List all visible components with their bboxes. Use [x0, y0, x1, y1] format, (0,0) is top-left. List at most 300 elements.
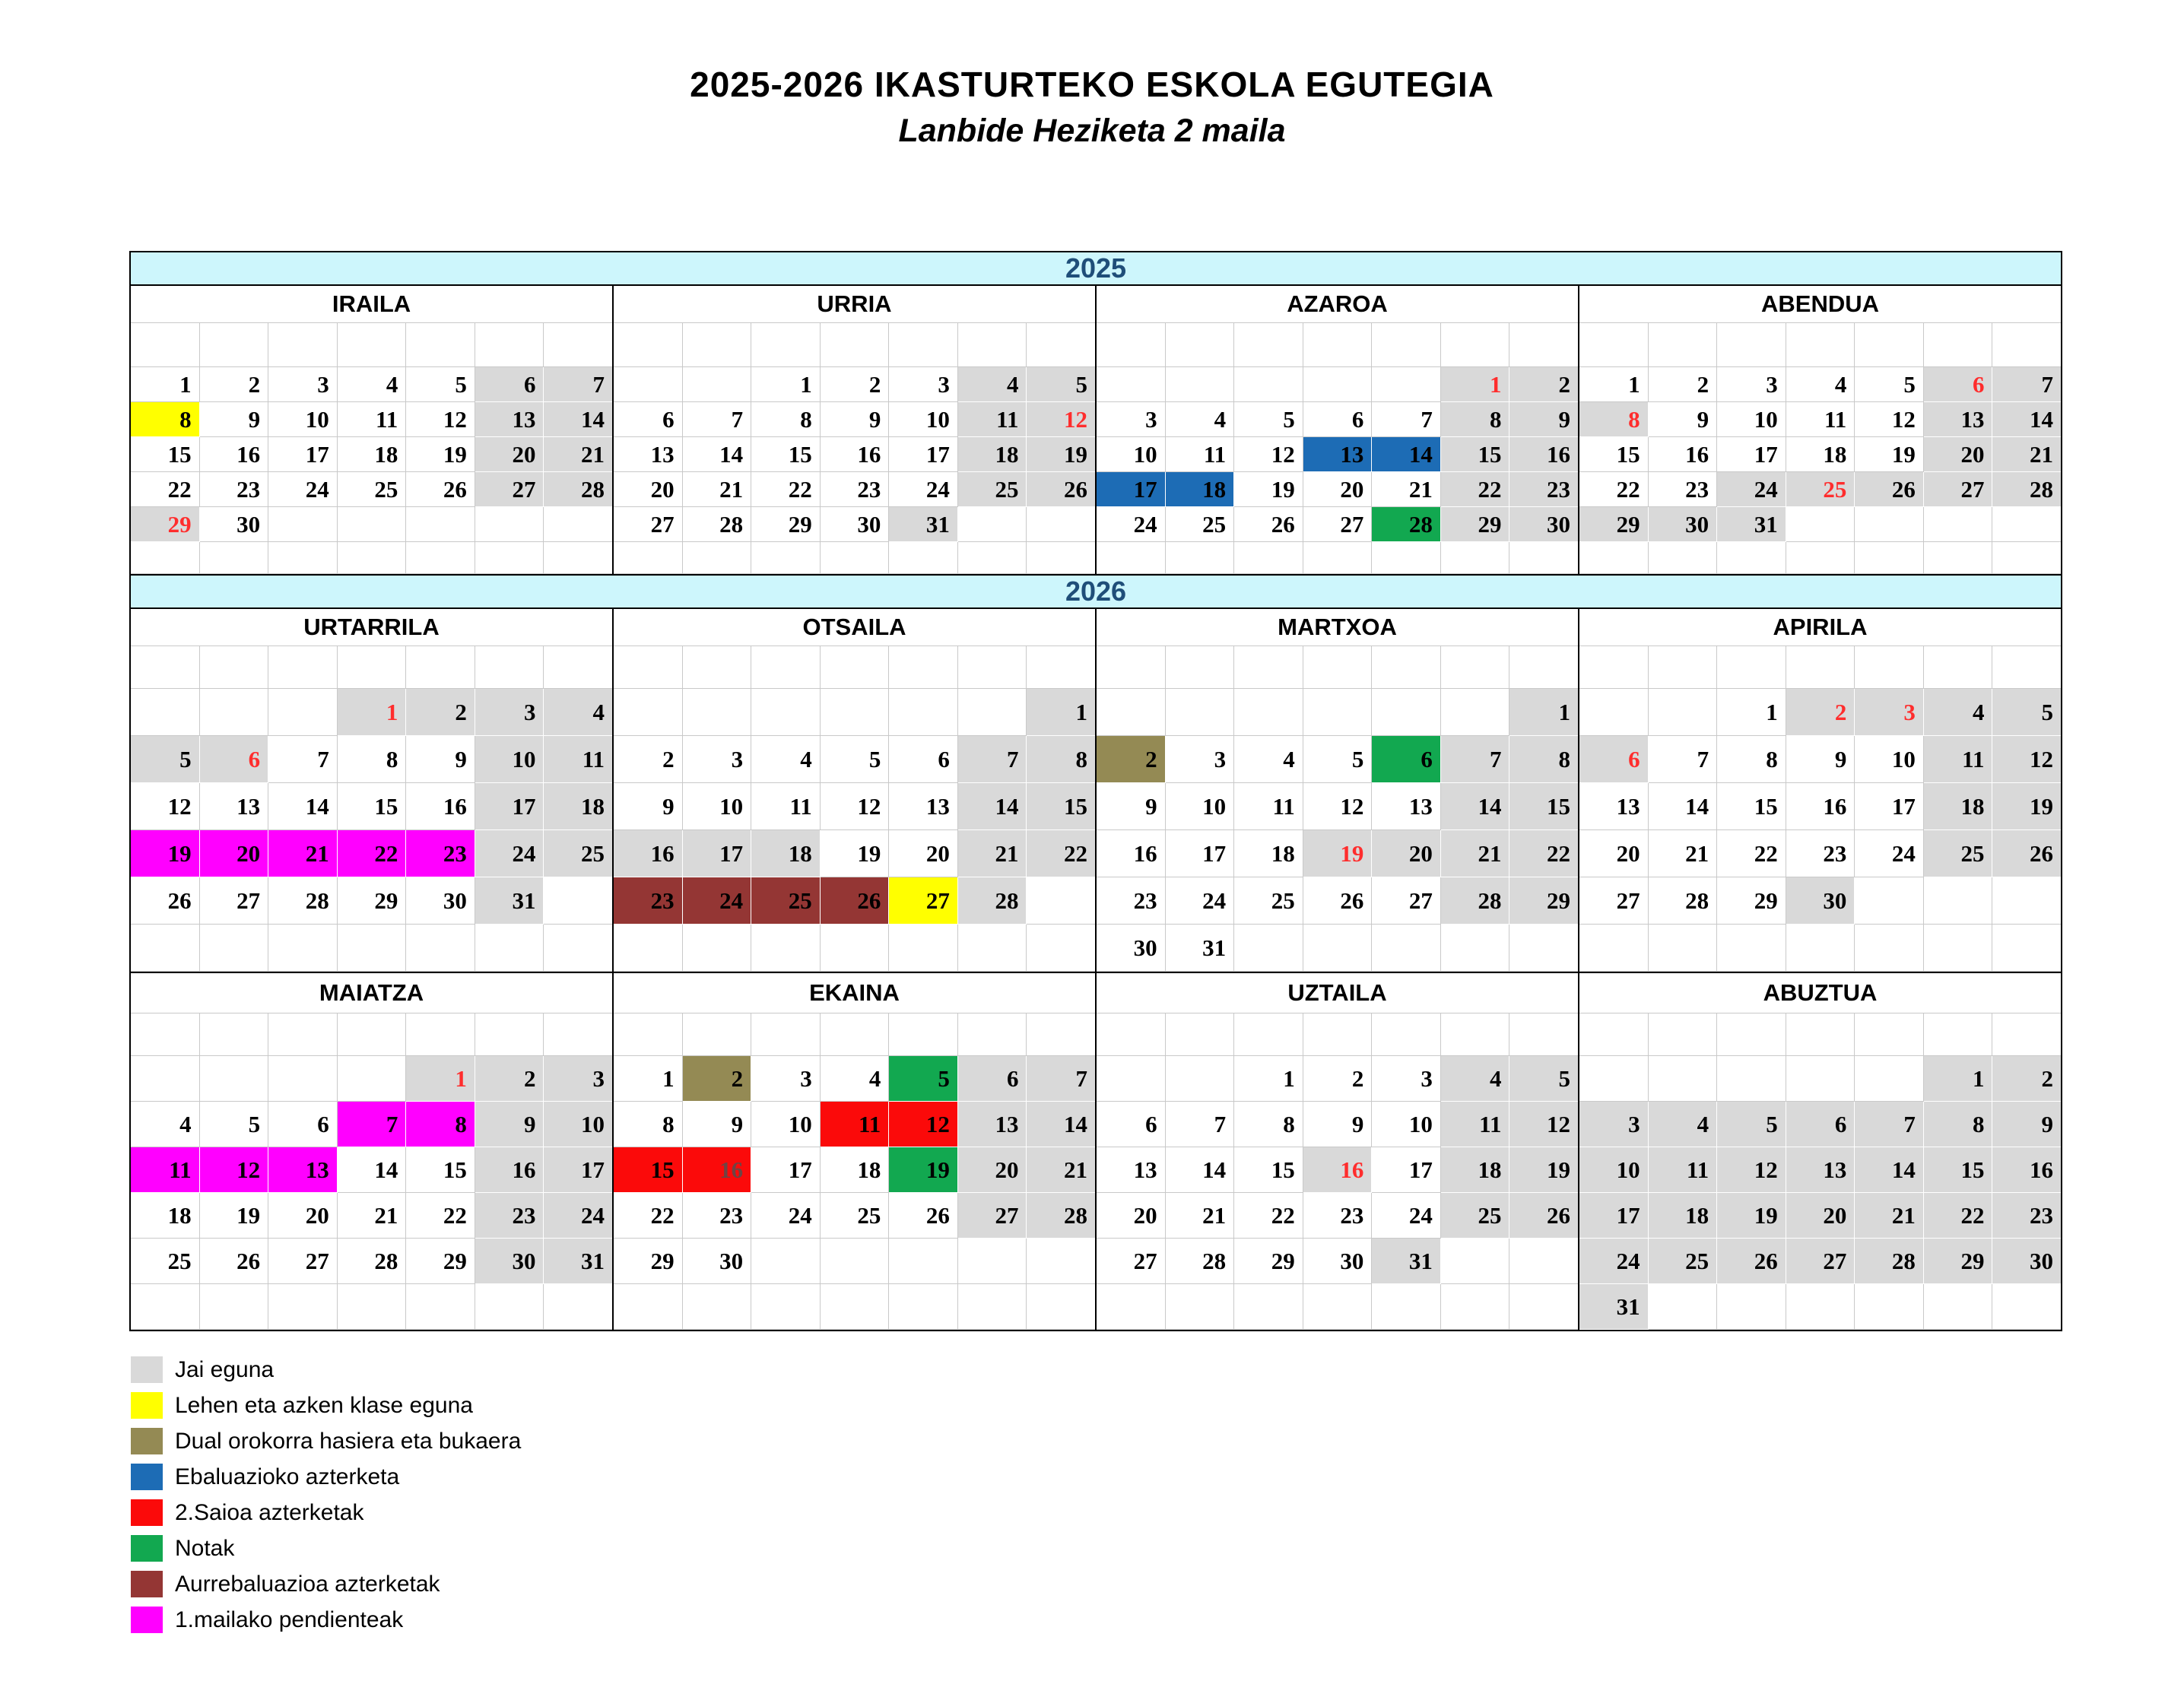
- day-cell: 24: [889, 472, 958, 507]
- day-cell: [1441, 323, 1510, 367]
- day-cell: 9: [475, 1102, 544, 1147]
- day-cell: [1855, 507, 1924, 542]
- calendar-table: [129, 251, 2062, 1331]
- day-cell: 26: [821, 877, 890, 925]
- day-cell: 24: [544, 1193, 612, 1239]
- week-row: [1097, 783, 1578, 830]
- day-cell: 4: [1649, 1102, 1718, 1147]
- day-cell: 9: [406, 736, 475, 783]
- day-cell: [1509, 925, 1578, 972]
- day-cell: [1786, 507, 1855, 542]
- day-cell: 24: [1579, 1239, 1649, 1284]
- day-cell: [338, 1284, 407, 1330]
- day-cell: 24: [268, 472, 338, 507]
- day-cell: 17: [1166, 830, 1235, 877]
- day-cell: [1027, 507, 1095, 542]
- day-cell: 16: [406, 783, 475, 830]
- day-cell: 31: [1166, 925, 1235, 972]
- day-cell: [131, 689, 200, 736]
- week-row: [1579, 472, 2061, 507]
- day-cell: 19: [131, 830, 200, 877]
- legend-label: Notak: [175, 1535, 235, 1561]
- day-cell: [1372, 542, 1441, 574]
- week-row: [1579, 1239, 2061, 1284]
- day-cell: 1: [614, 1056, 683, 1102]
- day-cell: 21: [1992, 437, 2061, 472]
- day-cell: 15: [131, 437, 200, 472]
- day-cell: 1: [131, 367, 200, 402]
- day-cell: 28: [958, 877, 1027, 925]
- day-cell: [683, 542, 752, 574]
- day-cell: [1027, 646, 1095, 689]
- day-cell: [406, 1013, 475, 1056]
- day-cell: 22: [751, 472, 821, 507]
- day-cell: 6: [1786, 1102, 1855, 1147]
- day-cell: 8: [1924, 1102, 1993, 1147]
- day-cell: 5: [200, 1102, 269, 1147]
- day-cell: [1509, 1013, 1578, 1056]
- day-cell: 21: [1441, 830, 1510, 877]
- day-cell: [1441, 542, 1510, 574]
- week-row: [614, 472, 1095, 507]
- day-cell: 17: [889, 437, 958, 472]
- day-cell: 26: [406, 472, 475, 507]
- day-cell: 10: [475, 736, 544, 783]
- day-cell: 4: [751, 736, 821, 783]
- day-cell: 31: [475, 877, 544, 925]
- day-cell: [889, 1013, 958, 1056]
- day-cell: [475, 1284, 544, 1330]
- day-cell: 30: [1097, 925, 1166, 972]
- day-cell: 14: [1166, 1147, 1235, 1193]
- day-cell: [1509, 646, 1578, 689]
- week-row: [614, 1239, 1095, 1284]
- day-cell: [338, 507, 407, 542]
- month-title: EKAINA: [614, 973, 1095, 1013]
- day-cell: [683, 1013, 752, 1056]
- day-cell: 27: [1786, 1239, 1855, 1284]
- day-cell: 24: [1372, 1193, 1441, 1239]
- day-cell: [1649, 1013, 1718, 1056]
- day-cell: 8: [751, 402, 821, 437]
- day-cell: 2: [683, 1056, 752, 1102]
- day-cell: 13: [1372, 783, 1441, 830]
- day-cell: 21: [544, 437, 612, 472]
- day-cell: [1924, 323, 1993, 367]
- month-title: ABENDUA: [1579, 286, 2061, 323]
- day-cell: [958, 646, 1027, 689]
- day-cell: [475, 507, 544, 542]
- day-cell: 3: [1717, 367, 1786, 402]
- day-cell: 20: [1372, 830, 1441, 877]
- day-cell: [1855, 542, 1924, 574]
- day-cell: [406, 542, 475, 574]
- day-cell: 20: [1786, 1193, 1855, 1239]
- week-row: [131, 472, 612, 507]
- day-cell: 20: [889, 830, 958, 877]
- title-block: [0, 64, 2184, 150]
- day-cell: 10: [544, 1102, 612, 1147]
- day-cell: [614, 323, 683, 367]
- month-uztaila: [1097, 973, 1579, 1330]
- day-cell: [1855, 1056, 1924, 1102]
- day-cell: 11: [1786, 402, 1855, 437]
- week-row: [614, 507, 1095, 542]
- day-cell: 26: [1855, 472, 1924, 507]
- day-cell: [1372, 925, 1441, 972]
- day-cell: [131, 542, 200, 574]
- day-cell: [1234, 542, 1303, 574]
- day-cell: [200, 646, 269, 689]
- day-cell: [1166, 1013, 1235, 1056]
- day-cell: 10: [889, 402, 958, 437]
- day-cell: 25: [1441, 1193, 1510, 1239]
- day-cell: 19: [1509, 1147, 1578, 1193]
- day-cell: [1717, 1284, 1786, 1330]
- weekday-header-row: [131, 1013, 612, 1056]
- day-cell: 6: [1303, 402, 1373, 437]
- day-cell: [1372, 646, 1441, 689]
- day-cell: [889, 689, 958, 736]
- day-cell: [131, 1284, 200, 1330]
- day-cell: 25: [338, 472, 407, 507]
- day-cell: [821, 1013, 890, 1056]
- day-cell: [1786, 323, 1855, 367]
- day-cell: 4: [544, 689, 612, 736]
- day-cell: [544, 1284, 612, 1330]
- day-cell: 19: [1303, 830, 1373, 877]
- day-cell: 19: [1992, 783, 2061, 830]
- day-cell: [406, 925, 475, 972]
- weekday-header-row: [131, 323, 612, 367]
- day-cell: 28: [683, 507, 752, 542]
- day-cell: 7: [1441, 736, 1510, 783]
- day-cell: 7: [338, 1102, 407, 1147]
- day-cell: 23: [1097, 877, 1166, 925]
- day-cell: 7: [544, 367, 612, 402]
- legend-swatch-red: [131, 1499, 163, 1526]
- day-cell: 13: [1097, 1147, 1166, 1193]
- day-cell: 16: [683, 1147, 752, 1193]
- day-cell: [958, 323, 1027, 367]
- week-row: [1579, 367, 2061, 402]
- day-cell: 30: [406, 877, 475, 925]
- day-cell: 3: [1166, 736, 1235, 783]
- day-cell: 2: [1649, 367, 1718, 402]
- week-row: [131, 925, 612, 972]
- day-cell: [614, 1284, 683, 1330]
- week-row: [614, 1147, 1095, 1193]
- weekday-header-row: [1097, 323, 1578, 367]
- day-cell: 6: [1924, 367, 1993, 402]
- blank-row: [131, 542, 612, 574]
- day-cell: 15: [338, 783, 407, 830]
- week-row: [1097, 736, 1578, 783]
- day-cell: [1924, 542, 1993, 574]
- day-cell: 27: [1924, 472, 1993, 507]
- day-cell: 15: [1579, 437, 1649, 472]
- day-cell: 10: [1579, 1147, 1649, 1193]
- day-cell: 17: [1717, 437, 1786, 472]
- day-cell: 5: [1027, 367, 1095, 402]
- day-cell: 18: [1924, 783, 1993, 830]
- legend-swatch-brown: [131, 1571, 163, 1597]
- day-cell: 25: [958, 472, 1027, 507]
- day-cell: [1924, 925, 1993, 972]
- day-cell: [1649, 1056, 1718, 1102]
- day-cell: [821, 1239, 890, 1284]
- month-row: [131, 286, 2061, 574]
- day-cell: 5: [406, 367, 475, 402]
- day-cell: [200, 1056, 269, 1102]
- day-cell: [1992, 646, 2061, 689]
- day-cell: 2: [614, 736, 683, 783]
- day-cell: 28: [338, 1239, 407, 1284]
- month-apirila: [1579, 609, 2061, 972]
- day-cell: 2: [1992, 1056, 2061, 1102]
- legend-row: [131, 1352, 521, 1388]
- day-cell: 17: [268, 437, 338, 472]
- weekday-header-row: [1579, 323, 2061, 367]
- day-cell: [475, 542, 544, 574]
- day-cell: 29: [338, 877, 407, 925]
- day-cell: 24: [1097, 507, 1166, 542]
- day-cell: [1097, 367, 1166, 402]
- day-cell: 7: [1372, 402, 1441, 437]
- day-cell: 4: [1924, 689, 1993, 736]
- legend-swatch-magenta: [131, 1607, 163, 1633]
- day-cell: 14: [1992, 402, 2061, 437]
- day-cell: 13: [889, 783, 958, 830]
- week-row: [1097, 1284, 1578, 1330]
- day-cell: 31: [889, 507, 958, 542]
- day-cell: [1234, 367, 1303, 402]
- day-cell: [1992, 877, 2061, 925]
- day-cell: [1097, 1056, 1166, 1102]
- day-cell: [338, 925, 407, 972]
- day-cell: 23: [683, 1193, 752, 1239]
- day-cell: [751, 1284, 821, 1330]
- day-cell: 1: [1234, 1056, 1303, 1102]
- week-row: [131, 877, 612, 925]
- day-cell: [475, 1013, 544, 1056]
- day-cell: 12: [1027, 402, 1095, 437]
- day-cell: 7: [1992, 367, 2061, 402]
- day-cell: 16: [1786, 783, 1855, 830]
- day-cell: [821, 1284, 890, 1330]
- day-cell: 12: [1509, 1102, 1578, 1147]
- day-cell: [1234, 1013, 1303, 1056]
- month-title: UZTAILA: [1097, 973, 1578, 1013]
- week-row: [131, 507, 612, 542]
- day-cell: 4: [958, 367, 1027, 402]
- blank-row: [614, 542, 1095, 574]
- day-cell: 19: [1234, 472, 1303, 507]
- day-cell: 8: [614, 1102, 683, 1147]
- week-row: [614, 783, 1095, 830]
- day-cell: [1166, 1056, 1235, 1102]
- day-cell: 23: [614, 877, 683, 925]
- legend: [131, 1352, 521, 1638]
- day-cell: 14: [1649, 783, 1718, 830]
- day-cell: [200, 1284, 269, 1330]
- day-cell: 15: [1234, 1147, 1303, 1193]
- day-cell: [1855, 925, 1924, 972]
- day-cell: [1579, 323, 1649, 367]
- legend-label: Ebaluazioko azterketa: [175, 1464, 400, 1489]
- day-cell: 25: [821, 1193, 890, 1239]
- week-row: [131, 402, 612, 437]
- day-cell: [751, 925, 821, 972]
- day-cell: 20: [1924, 437, 1993, 472]
- day-cell: 9: [200, 402, 269, 437]
- day-cell: 30: [475, 1239, 544, 1284]
- day-cell: 17: [544, 1147, 612, 1193]
- day-cell: 11: [1166, 437, 1235, 472]
- day-cell: 6: [889, 736, 958, 783]
- day-cell: 18: [751, 830, 821, 877]
- page-subtitle: Lanbide Heziketa 2 maila: [898, 113, 1286, 149]
- day-cell: 26: [131, 877, 200, 925]
- day-cell: 8: [1234, 1102, 1303, 1147]
- day-cell: 25: [131, 1239, 200, 1284]
- day-cell: 2: [1509, 367, 1578, 402]
- week-row: [1097, 925, 1578, 972]
- day-cell: 28: [1649, 877, 1718, 925]
- day-cell: 7: [1649, 736, 1718, 783]
- day-cell: 21: [338, 1193, 407, 1239]
- day-cell: 20: [614, 472, 683, 507]
- day-cell: [1234, 689, 1303, 736]
- day-cell: 24: [683, 877, 752, 925]
- day-cell: 21: [1649, 830, 1718, 877]
- day-cell: [1303, 1013, 1373, 1056]
- week-row: [1097, 1239, 1578, 1284]
- day-cell: 17: [751, 1147, 821, 1193]
- month-title: APIRILA: [1579, 609, 2061, 646]
- day-cell: [338, 542, 407, 574]
- day-cell: 3: [889, 367, 958, 402]
- day-cell: 29: [1509, 877, 1578, 925]
- day-cell: 6: [200, 736, 269, 783]
- day-cell: 22: [1509, 830, 1578, 877]
- month-title: AZAROA: [1097, 286, 1578, 323]
- day-cell: 23: [1992, 1193, 2061, 1239]
- day-cell: [614, 689, 683, 736]
- week-row: [1579, 1147, 2061, 1193]
- day-cell: 29: [1924, 1239, 1993, 1284]
- day-cell: [1786, 1056, 1855, 1102]
- day-cell: 23: [1509, 472, 1578, 507]
- day-cell: 25: [1649, 1239, 1718, 1284]
- day-cell: 6: [614, 402, 683, 437]
- day-cell: 10: [683, 783, 752, 830]
- day-cell: 7: [683, 402, 752, 437]
- day-cell: 9: [1303, 1102, 1373, 1147]
- day-cell: 3: [475, 689, 544, 736]
- day-cell: [889, 542, 958, 574]
- week-row: [614, 402, 1095, 437]
- day-cell: [1579, 925, 1649, 972]
- day-cell: [1649, 542, 1718, 574]
- day-cell: 6: [475, 367, 544, 402]
- day-cell: 28: [1372, 507, 1441, 542]
- blank-row: [1097, 542, 1578, 574]
- day-cell: 13: [1786, 1147, 1855, 1193]
- day-cell: [475, 925, 544, 972]
- day-cell: 15: [1717, 783, 1786, 830]
- day-cell: 25: [1234, 877, 1303, 925]
- day-cell: 12: [1303, 783, 1373, 830]
- day-cell: 24: [1166, 877, 1235, 925]
- day-cell: 10: [1372, 1102, 1441, 1147]
- day-cell: [1717, 323, 1786, 367]
- day-cell: 2: [1303, 1056, 1373, 1102]
- day-cell: [1303, 646, 1373, 689]
- day-cell: 4: [1786, 367, 1855, 402]
- day-cell: [1166, 1284, 1235, 1330]
- legend-row: [131, 1530, 521, 1566]
- day-cell: [475, 323, 544, 367]
- day-cell: 9: [1509, 402, 1578, 437]
- day-cell: 1: [1924, 1056, 1993, 1102]
- day-cell: 22: [131, 472, 200, 507]
- day-cell: [1649, 925, 1718, 972]
- day-cell: 14: [1441, 783, 1510, 830]
- week-row: [131, 1239, 612, 1284]
- day-cell: [889, 925, 958, 972]
- day-cell: 5: [821, 736, 890, 783]
- day-cell: [614, 646, 683, 689]
- day-cell: 17: [1097, 472, 1166, 507]
- week-row: [1579, 783, 2061, 830]
- day-cell: 31: [1717, 507, 1786, 542]
- day-cell: [1649, 1284, 1718, 1330]
- day-cell: [1992, 507, 2061, 542]
- day-cell: 17: [1372, 1147, 1441, 1193]
- day-cell: [1027, 323, 1095, 367]
- day-cell: [1649, 689, 1718, 736]
- day-cell: [268, 1056, 338, 1102]
- day-cell: [406, 1284, 475, 1330]
- week-row: [1097, 1056, 1578, 1102]
- day-cell: 24: [751, 1193, 821, 1239]
- day-cell: [268, 542, 338, 574]
- day-cell: [1027, 877, 1095, 925]
- day-cell: 6: [958, 1056, 1027, 1102]
- day-cell: [268, 1284, 338, 1330]
- week-row: [614, 736, 1095, 783]
- day-cell: 29: [131, 507, 200, 542]
- day-cell: [1649, 646, 1718, 689]
- day-cell: [1649, 323, 1718, 367]
- day-cell: 1: [1579, 367, 1649, 402]
- day-cell: 26: [1027, 472, 1095, 507]
- day-cell: [614, 367, 683, 402]
- week-row: [1579, 507, 2061, 542]
- day-cell: [268, 646, 338, 689]
- day-cell: 28: [1855, 1239, 1924, 1284]
- week-row: [1579, 1102, 2061, 1147]
- day-cell: 25: [544, 830, 612, 877]
- day-cell: [751, 1013, 821, 1056]
- day-cell: 8: [1509, 736, 1578, 783]
- day-cell: [131, 323, 200, 367]
- day-cell: 29: [614, 1239, 683, 1284]
- week-row: [131, 1193, 612, 1239]
- day-cell: 5: [1303, 736, 1373, 783]
- week-row: [1097, 1147, 1578, 1193]
